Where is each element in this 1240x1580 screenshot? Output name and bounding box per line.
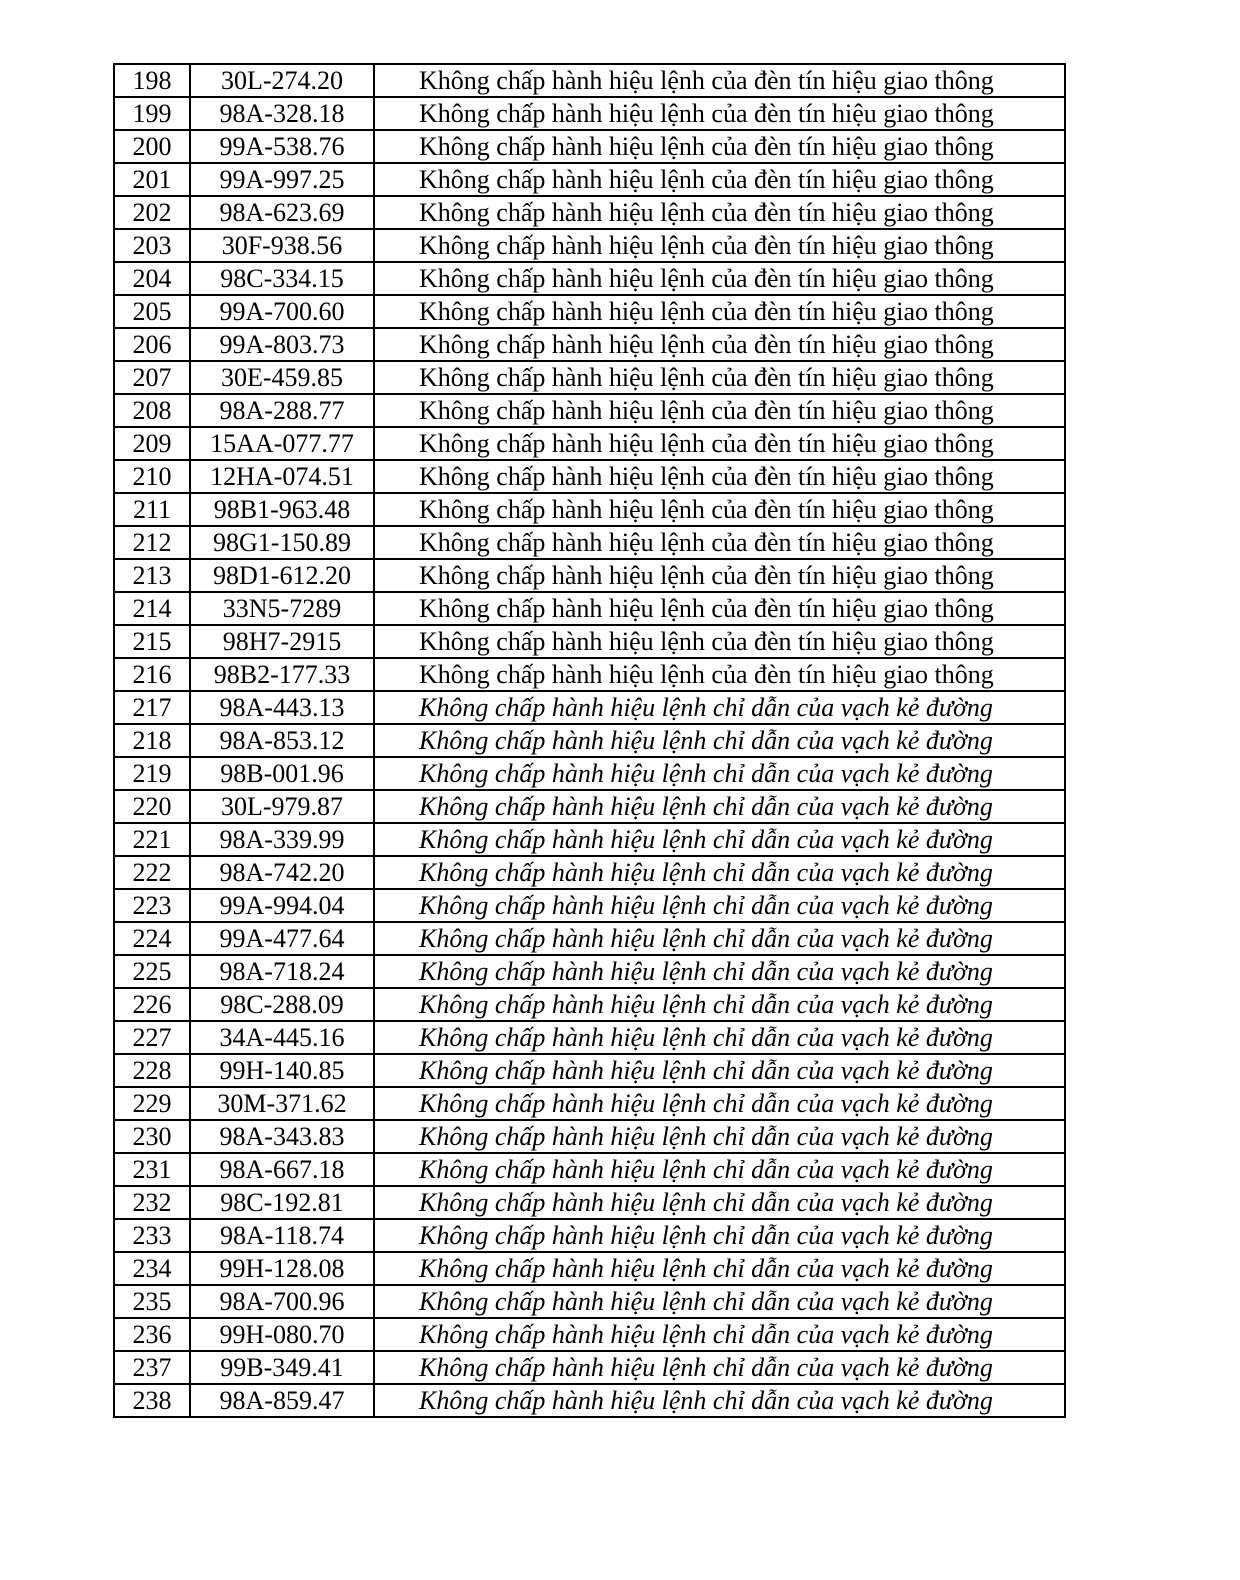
license-plate-cell: 99H-080.70 — [190, 1318, 374, 1351]
license-plate-cell: 30M-371.62 — [190, 1087, 374, 1120]
license-plate-cell: 30E-459.85 — [190, 361, 374, 394]
license-plate-cell: 98A-343.83 — [190, 1120, 374, 1153]
row-number-cell: 213 — [114, 559, 190, 592]
license-plate-cell: 99B-349.41 — [190, 1351, 374, 1384]
license-plate-cell: 98A-623.69 — [190, 196, 374, 229]
table-row — [114, 625, 1065, 658]
row-number-cell: 212 — [114, 526, 190, 559]
table-row — [114, 1351, 1065, 1384]
violation-description-cell: Không chấp hành hiệu lệnh của đèn tín hiệu giao thông — [374, 97, 1065, 130]
violations-table — [113, 63, 1066, 1418]
row-number-cell: 225 — [114, 955, 190, 988]
table-row — [114, 889, 1065, 922]
row-number-cell: 209 — [114, 427, 190, 460]
table-row — [114, 790, 1065, 823]
row-number-cell: 230 — [114, 1120, 190, 1153]
table-row — [114, 724, 1065, 757]
row-number-cell: 202 — [114, 196, 190, 229]
violation-description-cell: Không chấp hành hiệu lệnh của đèn tín hiệu giao thông — [374, 328, 1065, 361]
violation-description-cell: Không chấp hành hiệu lệnh chỉ dẫn của vạch kẻ đường — [374, 856, 1065, 889]
table-row — [114, 130, 1065, 163]
table-row — [114, 460, 1065, 493]
license-plate-cell: 99H-140.85 — [190, 1054, 374, 1087]
violation-description-cell: Không chấp hành hiệu lệnh của đèn tín hiệu giao thông — [374, 262, 1065, 295]
table-row — [114, 1252, 1065, 1285]
row-number-cell: 220 — [114, 790, 190, 823]
violation-description-cell: Không chấp hành hiệu lệnh chỉ dẫn của vạch kẻ đường — [374, 1054, 1065, 1087]
table-row — [114, 1384, 1065, 1417]
table-row — [114, 1054, 1065, 1087]
violation-description-cell: Không chấp hành hiệu lệnh chỉ dẫn của vạch kẻ đường — [374, 823, 1065, 856]
violation-description-cell: Không chấp hành hiệu lệnh chỉ dẫn của vạch kẻ đường — [374, 790, 1065, 823]
table-row — [114, 559, 1065, 592]
license-plate-cell: 99A-477.64 — [190, 922, 374, 955]
row-number-cell: 234 — [114, 1252, 190, 1285]
row-number-cell: 203 — [114, 229, 190, 262]
violation-description-cell: Không chấp hành hiệu lệnh của đèn tín hiệu giao thông — [374, 361, 1065, 394]
violation-description-cell: Không chấp hành hiệu lệnh chỉ dẫn của vạch kẻ đường — [374, 1021, 1065, 1054]
table-row — [114, 1153, 1065, 1186]
license-plate-cell: 98C-334.15 — [190, 262, 374, 295]
table-row — [114, 1219, 1065, 1252]
table-row — [114, 196, 1065, 229]
violation-description-cell: Không chấp hành hiệu lệnh của đèn tín hiệu giao thông — [374, 460, 1065, 493]
violation-description-cell: Không chấp hành hiệu lệnh chỉ dẫn của vạch kẻ đường — [374, 724, 1065, 757]
license-plate-cell: 98A-718.24 — [190, 955, 374, 988]
license-plate-cell: 98A-667.18 — [190, 1153, 374, 1186]
row-number-cell: 204 — [114, 262, 190, 295]
license-plate-cell: 33N5-7289 — [190, 592, 374, 625]
row-number-cell: 226 — [114, 988, 190, 1021]
table-row — [114, 1087, 1065, 1120]
violation-description-cell: Không chấp hành hiệu lệnh chỉ dẫn của vạch kẻ đường — [374, 1351, 1065, 1384]
license-plate-cell: 99A-997.25 — [190, 163, 374, 196]
table-row — [114, 592, 1065, 625]
violation-description-cell: Không chấp hành hiệu lệnh chỉ dẫn của vạch kẻ đường — [374, 1186, 1065, 1219]
table-row — [114, 922, 1065, 955]
table-row — [114, 955, 1065, 988]
row-number-cell: 229 — [114, 1087, 190, 1120]
row-number-cell: 224 — [114, 922, 190, 955]
row-number-cell: 223 — [114, 889, 190, 922]
violation-description-cell: Không chấp hành hiệu lệnh của đèn tín hiệu giao thông — [374, 559, 1065, 592]
row-number-cell: 198 — [114, 64, 190, 97]
violation-description-cell: Không chấp hành hiệu lệnh chỉ dẫn của vạch kẻ đường — [374, 1120, 1065, 1153]
violation-description-cell: Không chấp hành hiệu lệnh chỉ dẫn của vạch kẻ đường — [374, 1252, 1065, 1285]
license-plate-cell: 98A-288.77 — [190, 394, 374, 427]
license-plate-cell: 15AA-077.77 — [190, 427, 374, 460]
row-number-cell: 214 — [114, 592, 190, 625]
license-plate-cell: 98C-288.09 — [190, 988, 374, 1021]
license-plate-cell: 98B-001.96 — [190, 757, 374, 790]
row-number-cell: 217 — [114, 691, 190, 724]
row-number-cell: 218 — [114, 724, 190, 757]
violation-description-cell: Không chấp hành hiệu lệnh của đèn tín hiệu giao thông — [374, 625, 1065, 658]
license-plate-cell: 98A-853.12 — [190, 724, 374, 757]
row-number-cell: 227 — [114, 1021, 190, 1054]
license-plate-cell: 98H7-2915 — [190, 625, 374, 658]
row-number-cell: 199 — [114, 97, 190, 130]
violation-description-cell: Không chấp hành hiệu lệnh của đèn tín hiệu giao thông — [374, 394, 1065, 427]
table-row — [114, 163, 1065, 196]
table-row — [114, 328, 1065, 361]
table-row — [114, 1318, 1065, 1351]
license-plate-cell: 98G1-150.89 — [190, 526, 374, 559]
violation-description-cell: Không chấp hành hiệu lệnh chỉ dẫn của vạch kẻ đường — [374, 1318, 1065, 1351]
violation-description-cell: Không chấp hành hiệu lệnh chỉ dẫn của vạch kẻ đường — [374, 691, 1065, 724]
license-plate-cell: 30L-979.87 — [190, 790, 374, 823]
row-number-cell: 200 — [114, 130, 190, 163]
violation-description-cell: Không chấp hành hiệu lệnh của đèn tín hiệu giao thông — [374, 658, 1065, 691]
license-plate-cell: 98A-328.18 — [190, 97, 374, 130]
row-number-cell: 210 — [114, 460, 190, 493]
row-number-cell: 219 — [114, 757, 190, 790]
row-number-cell: 238 — [114, 1384, 190, 1417]
table-row — [114, 757, 1065, 790]
violation-description-cell: Không chấp hành hiệu lệnh chỉ dẫn của vạch kẻ đường — [374, 988, 1065, 1021]
table-row — [114, 1021, 1065, 1054]
violation-description-cell: Không chấp hành hiệu lệnh chỉ dẫn của vạch kẻ đường — [374, 1219, 1065, 1252]
license-plate-cell: 99A-994.04 — [190, 889, 374, 922]
row-number-cell: 205 — [114, 295, 190, 328]
license-plate-cell: 98A-118.74 — [190, 1219, 374, 1252]
row-number-cell: 236 — [114, 1318, 190, 1351]
table-row — [114, 97, 1065, 130]
license-plate-cell: 30L-274.20 — [190, 64, 374, 97]
table-row — [114, 295, 1065, 328]
table-row — [114, 394, 1065, 427]
violation-description-cell: Không chấp hành hiệu lệnh chỉ dẫn của vạch kẻ đường — [374, 1384, 1065, 1417]
table-row — [114, 658, 1065, 691]
violation-description-cell: Không chấp hành hiệu lệnh của đèn tín hiệu giao thông — [374, 493, 1065, 526]
license-plate-cell: 98C-192.81 — [190, 1186, 374, 1219]
table-row — [114, 427, 1065, 460]
table-row — [114, 493, 1065, 526]
violation-description-cell: Không chấp hành hiệu lệnh của đèn tín hiệu giao thông — [374, 526, 1065, 559]
violation-description-cell: Không chấp hành hiệu lệnh chỉ dẫn của vạch kẻ đường — [374, 1285, 1065, 1318]
row-number-cell: 216 — [114, 658, 190, 691]
row-number-cell: 215 — [114, 625, 190, 658]
license-plate-cell: 98B1-963.48 — [190, 493, 374, 526]
row-number-cell: 207 — [114, 361, 190, 394]
row-number-cell: 201 — [114, 163, 190, 196]
license-plate-cell: 99A-700.60 — [190, 295, 374, 328]
violation-description-cell: Không chấp hành hiệu lệnh của đèn tín hiệu giao thông — [374, 592, 1065, 625]
license-plate-cell: 30F-938.56 — [190, 229, 374, 262]
table-row — [114, 64, 1065, 97]
violation-description-cell: Không chấp hành hiệu lệnh của đèn tín hiệu giao thông — [374, 64, 1065, 97]
license-plate-cell: 99A-538.76 — [190, 130, 374, 163]
violation-description-cell: Không chấp hành hiệu lệnh của đèn tín hiệu giao thông — [374, 130, 1065, 163]
table-row — [114, 229, 1065, 262]
table-row — [114, 1285, 1065, 1318]
table-row — [114, 856, 1065, 889]
license-plate-cell: 98A-742.20 — [190, 856, 374, 889]
violation-description-cell: Không chấp hành hiệu lệnh chỉ dẫn của vạch kẻ đường — [374, 1153, 1065, 1186]
violation-description-cell: Không chấp hành hiệu lệnh chỉ dẫn của vạch kẻ đường — [374, 1087, 1065, 1120]
violation-description-cell: Không chấp hành hiệu lệnh chỉ dẫn của vạch kẻ đường — [374, 889, 1065, 922]
row-number-cell: 206 — [114, 328, 190, 361]
row-number-cell: 232 — [114, 1186, 190, 1219]
violation-description-cell: Không chấp hành hiệu lệnh của đèn tín hiệu giao thông — [374, 427, 1065, 460]
license-plate-cell: 98A-339.99 — [190, 823, 374, 856]
row-number-cell: 233 — [114, 1219, 190, 1252]
row-number-cell: 235 — [114, 1285, 190, 1318]
row-number-cell: 237 — [114, 1351, 190, 1384]
table-row — [114, 526, 1065, 559]
violation-description-cell: Không chấp hành hiệu lệnh của đèn tín hiệu giao thông — [374, 163, 1065, 196]
violation-description-cell: Không chấp hành hiệu lệnh của đèn tín hiệu giao thông — [374, 295, 1065, 328]
violation-description-cell: Không chấp hành hiệu lệnh chỉ dẫn của vạch kẻ đường — [374, 955, 1065, 988]
table-row — [114, 262, 1065, 295]
row-number-cell: 221 — [114, 823, 190, 856]
violation-description-cell: Không chấp hành hiệu lệnh chỉ dẫn của vạch kẻ đường — [374, 922, 1065, 955]
license-plate-cell: 99H-128.08 — [190, 1252, 374, 1285]
violation-description-cell: Không chấp hành hiệu lệnh của đèn tín hiệu giao thông — [374, 196, 1065, 229]
license-plate-cell: 98A-700.96 — [190, 1285, 374, 1318]
row-number-cell: 222 — [114, 856, 190, 889]
license-plate-cell: 98D1-612.20 — [190, 559, 374, 592]
license-plate-cell: 34A-445.16 — [190, 1021, 374, 1054]
license-plate-cell: 99A-803.73 — [190, 328, 374, 361]
violation-description-cell: Không chấp hành hiệu lệnh của đèn tín hiệu giao thông — [374, 229, 1065, 262]
violations-table-body — [114, 64, 1065, 1417]
violation-description-cell: Không chấp hành hiệu lệnh chỉ dẫn của vạch kẻ đường — [374, 757, 1065, 790]
row-number-cell: 228 — [114, 1054, 190, 1087]
row-number-cell: 208 — [114, 394, 190, 427]
table-row — [114, 361, 1065, 394]
table-row — [114, 988, 1065, 1021]
license-plate-cell: 98A-859.47 — [190, 1384, 374, 1417]
license-plate-cell: 98A-443.13 — [190, 691, 374, 724]
license-plate-cell: 98B2-177.33 — [190, 658, 374, 691]
table-row — [114, 823, 1065, 856]
license-plate-cell: 12HA-074.51 — [190, 460, 374, 493]
table-row — [114, 691, 1065, 724]
table-row — [114, 1120, 1065, 1153]
table-row — [114, 1186, 1065, 1219]
row-number-cell: 231 — [114, 1153, 190, 1186]
row-number-cell: 211 — [114, 493, 190, 526]
